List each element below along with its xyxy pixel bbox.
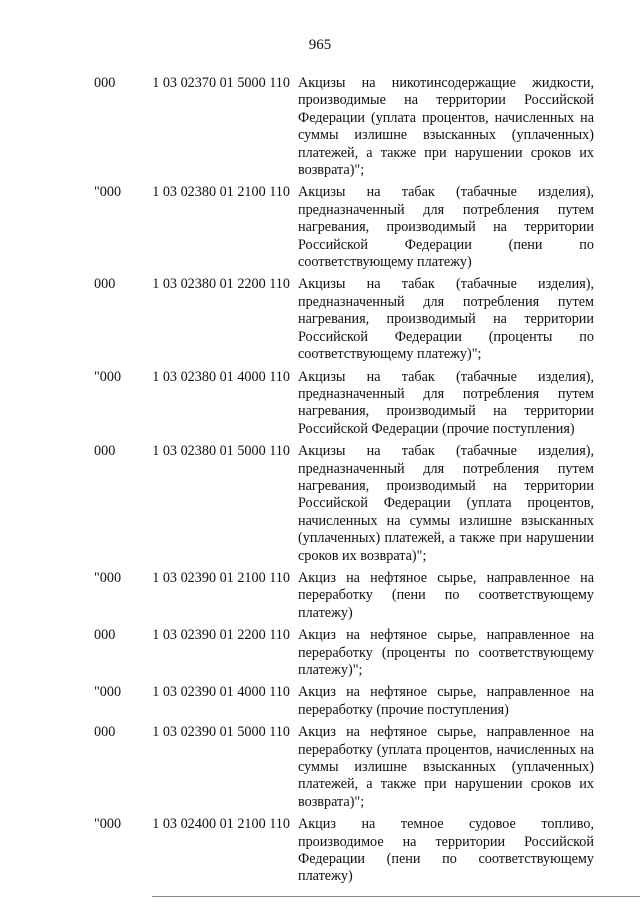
admin-code: "000 — [94, 569, 122, 586]
code-description: Акцизы на табак (табачные изделия), предназначенный для потребления путем нагревания, производимый на территории Российской Федерации (уплата процентов, начисленных на суммы излишне взысканных (уплаченных) платежей, а также при нарушении сроков их возврата)"; — [298, 443, 594, 564]
budget-classification-code: 1 03 02390 01 2100 110 — [152, 569, 290, 586]
budget-classification-code: 1 03 02380 01 5000 110 — [152, 443, 290, 460]
code-description: Акциз на темное судовое топливо, производимое на территории Российской Федерации (пени по соответствующему платежу) — [298, 816, 594, 885]
table-row — [0, 75, 640, 179]
code-description: Акциз на нефтяное сырье, направленное на переработку (уплата процентов, начисленных на суммы излишне взысканных (уплаченных) платежей, а также при нарушении сроков их возврата)"; — [298, 724, 594, 810]
admin-code: 000 — [94, 724, 116, 741]
table-row — [0, 570, 640, 622]
code-description: Акциз на нефтяное сырье, направленное на переработку (пени по соответствующему платежу) — [298, 569, 594, 621]
budget-classification-code: 1 03 02380 01 2200 110 — [152, 276, 290, 293]
budget-classification-code: 1 03 02390 01 5000 110 — [152, 724, 290, 741]
budget-classification-code: 1 03 02400 01 2100 110 — [152, 816, 290, 833]
budget-classification-code: 1 03 02380 01 2100 110 — [152, 184, 290, 201]
code-description: Акцизы на никотинсодержащие жидкости, производимые на территории Российской Федерации (уплата процентов, начисленных на суммы излишне взысканных (уплаченных) платежей, а также при нарушении сроков их возврата)"; — [298, 75, 594, 179]
code-description: Акциз на нефтяное сырье, направленное на переработку (проценты по соответствующему платежу)"; — [298, 627, 594, 678]
admin-code: "000 — [94, 816, 122, 833]
table-row — [0, 684, 640, 719]
code-description: Акцизы на табак (табачные изделия), предназначенный для потребления путем нагревания, производимый на территории Российской Федерации (пени по соответствующему платежу) — [298, 184, 594, 271]
table-row — [0, 816, 640, 886]
table-row — [0, 443, 640, 565]
table-row — [0, 627, 640, 679]
table-row — [0, 369, 640, 439]
code-description: Акцизы на табак (табачные изделия), предназначенный для потребления путем нагревания, производимый на территории Российской Федерации (прочие поступления) — [298, 368, 594, 437]
admin-code: "000 — [94, 684, 122, 701]
budget-classification-code: 1 03 02390 01 4000 110 — [152, 684, 290, 701]
table-row — [0, 724, 640, 811]
budget-code-table — [0, 75, 640, 886]
admin-code: 000 — [94, 276, 116, 293]
budget-classification-code: 1 03 02390 01 2200 110 — [152, 627, 290, 644]
code-description: Акцизы на табак (табачные изделия), предназначенный для потребления путем нагревания, производимый на территории Российской Федерации (проценты по соответствующему платежу)"; — [298, 276, 594, 363]
page-number: 965 — [308, 37, 332, 53]
table-row — [0, 184, 640, 271]
admin-code: "000 — [94, 368, 122, 385]
table-row — [0, 276, 640, 363]
budget-classification-code: 1 03 02380 01 4000 110 — [152, 368, 290, 385]
admin-code: 000 — [94, 627, 116, 644]
budget-classification-code: 1 03 02370 01 5000 110 — [152, 75, 290, 91]
admin-code: "000 — [94, 184, 122, 201]
admin-code: 000 — [94, 443, 116, 460]
admin-code: 000 — [94, 75, 116, 91]
code-description: Акциз на нефтяное сырье, направленное на переработку (прочие поступления) — [298, 684, 594, 718]
scan-edge-line — [152, 896, 640, 897]
